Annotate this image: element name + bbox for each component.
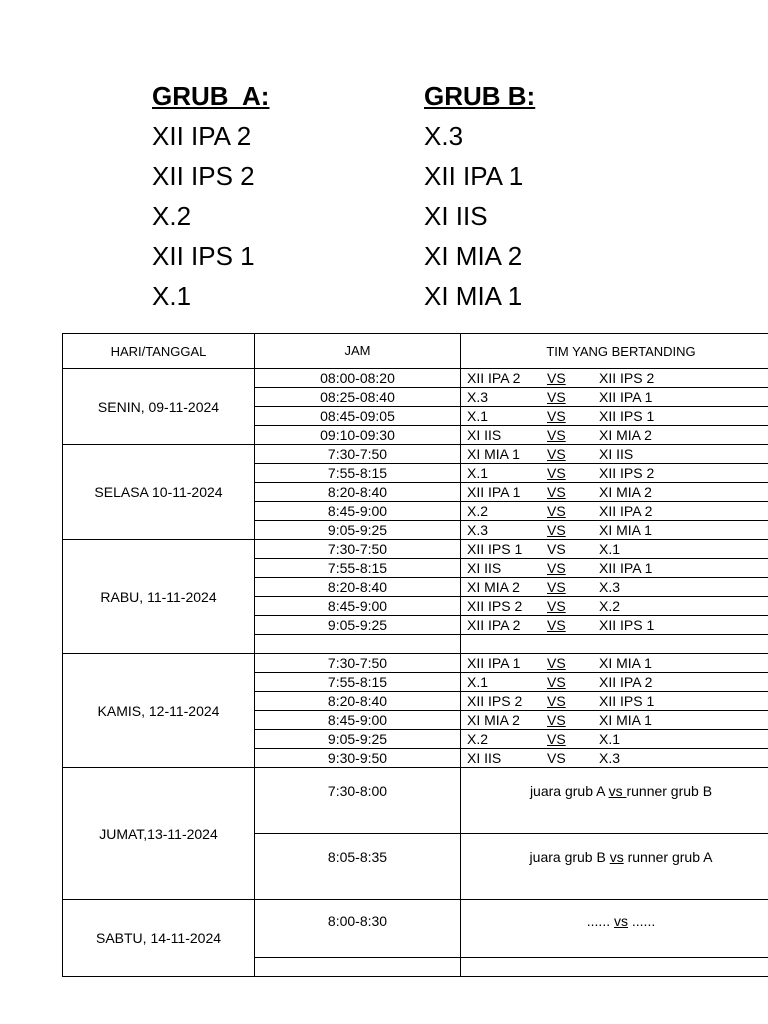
match-time: 7:30-7:50 [255,540,461,559]
vs-label: vs [608,783,627,799]
group-b-team: X.3 [424,121,464,151]
table-header-row [63,334,768,369]
team-home: X.1 [467,674,489,690]
team-away: XII IPS 1 [599,693,655,709]
match-teams [461,711,768,730]
team-home: XII IPA 1 [467,655,521,671]
team-home: XII IPS 1 [467,541,523,557]
match-time: 09:10-09:30 [255,426,461,445]
match-teams [461,834,768,900]
vs-label: VS [547,579,566,595]
match-time: 8:45-9:00 [255,711,461,730]
team-home: XI MIA 2 [467,579,520,595]
team-home: XII IPS 2 [467,693,523,709]
match-teams [461,768,768,834]
match-teams [461,502,768,521]
vs-label: VS [547,731,566,747]
match-time: 7:30-7:50 [255,654,461,673]
team-away: XII IPS 2 [599,370,655,386]
schedule-body [63,369,768,977]
day-label: SENIN, 09-11-2024 [63,369,255,445]
group-a-team: XII IPS 1 [152,241,255,271]
match-time: 9:05-9:25 [255,616,461,635]
vs-label: VS [547,503,566,519]
team-away: XI MIA 2 [599,484,652,500]
day-label: SELASA 10-11-2024 [63,445,255,540]
match-time [255,958,461,977]
group-b-team: XII IPA 1 [424,161,524,191]
vs-label: VS [547,465,566,481]
vs-label: VS [547,655,566,671]
match-time: 08:00-08:20 [255,369,461,388]
table-row [63,654,768,673]
groups-section [152,76,752,316]
match-teams [461,521,768,540]
table-row [63,540,768,559]
match-teams [461,578,768,597]
match-teams [461,692,768,711]
match-time: 08:45-09:05 [255,407,461,426]
match-time: 8:20-8:40 [255,692,461,711]
team-away: ...... [628,913,656,929]
team-away: X.1 [599,541,621,557]
match-teams [461,369,768,388]
match-time: 9:05-9:25 [255,521,461,540]
match-teams [461,673,768,692]
team-home: X.2 [467,731,489,747]
group-b-team: XI IIS [424,201,488,231]
match-teams [461,540,768,559]
day-label: JUMAT,13-11-2024 [63,768,255,900]
vs-label: VS [547,617,566,633]
team-home: XII IPA 2 [467,370,521,386]
match-time: 7:55-8:15 [255,559,461,578]
vs-label: VS [547,484,566,500]
group-a-team: XII IPS 2 [152,161,255,191]
table-row [63,445,768,464]
team-home: XI IIS [467,750,502,766]
day-label: RABU, 11-11-2024 [63,540,255,654]
match-teams [461,749,768,768]
match-teams [461,388,768,407]
vs-label: VS [547,408,566,424]
vs-label: vs [609,849,624,865]
match-teams [461,900,768,958]
team-home: XI MIA 1 [467,446,520,462]
match-time: 08:25-08:40 [255,388,461,407]
table-row [63,768,768,834]
vs-label: VS [547,541,566,557]
team-away: runner grub B [626,783,713,799]
group-a-title: GRUB A: [152,81,270,111]
vs-label: vs [614,913,628,929]
team-away: X.2 [599,598,621,614]
table-row [63,900,768,958]
table-row [63,369,768,388]
team-away: X.1 [599,731,621,747]
team-home: XII IPA 1 [467,484,521,500]
match-teams [461,407,768,426]
vs-label: VS [547,750,566,766]
team-away: X.3 [599,750,621,766]
match-time: 8:05-8:35 [255,834,461,900]
team-home: X.1 [467,465,489,481]
group-a [152,76,412,316]
match-time: 9:05-9:25 [255,730,461,749]
vs-label: VS [547,522,566,538]
match-time: 8:20-8:40 [255,483,461,502]
group-b-team: XI MIA 1 [424,281,523,311]
team-home: XII IPA 2 [467,617,521,633]
match-teams [461,445,768,464]
vs-label: VS [547,560,566,576]
match-teams [461,730,768,749]
header-time: JAM [255,334,461,369]
team-away: XI MIA 2 [599,427,652,443]
group-a-team: XII IPA 2 [152,121,252,151]
vs-label: VS [547,598,566,614]
team-away: XII IPA 2 [599,674,653,690]
day-label: SABTU, 14-11-2024 [63,900,255,977]
match-time: 9:30-9:50 [255,749,461,768]
vs-label: VS [547,674,566,690]
team-home: ...... [586,913,614,929]
header-day: HARI/TANGGAL [63,334,255,369]
team-away: XII IPA 1 [599,389,653,405]
day-label: KAMIS, 12-11-2024 [63,654,255,768]
group-b [424,76,684,316]
match-time: 8:00-8:30 [255,900,461,958]
header-teams: TIM YANG BERTANDING [461,334,768,369]
match-time: 8:45-9:00 [255,502,461,521]
vs-label: VS [547,712,566,728]
match-teams [461,464,768,483]
match-teams [461,483,768,502]
team-away: XI IIS [599,446,634,462]
match-time: 8:45-9:00 [255,597,461,616]
vs-label: VS [547,389,566,405]
match-teams [461,559,768,578]
group-a-team: X.1 [152,281,192,311]
match-time: 8:20-8:40 [255,578,461,597]
team-home: XI IIS [467,427,502,443]
team-away: XII IPS 1 [599,408,655,424]
team-away: XI MIA 1 [599,712,652,728]
match-time: 7:30-8:00 [255,768,461,834]
group-b-team: XI MIA 2 [424,241,523,271]
team-away: XII IPA 2 [599,503,653,519]
team-home: juara grub B [529,849,610,865]
team-home: X.3 [467,522,489,538]
team-home: X.2 [467,503,489,519]
team-away: XII IPS 2 [599,465,655,481]
schedule-table [62,333,768,977]
match-time: 7:55-8:15 [255,673,461,692]
match-teams [461,635,768,654]
match-teams [461,654,768,673]
team-away: XII IPS 1 [599,617,655,633]
group-b-title: GRUB B: [424,81,536,111]
vs-label: VS [547,693,566,709]
team-home: X.1 [467,408,489,424]
match-time: 7:30-7:50 [255,445,461,464]
team-away: XI MIA 1 [599,522,652,538]
vs-label: VS [547,427,566,443]
team-away: XI MIA 1 [599,655,652,671]
team-home: XI IIS [467,560,502,576]
vs-label: VS [547,446,566,462]
team-away: XII IPA 1 [599,560,653,576]
team-home: juara grub A [529,783,609,799]
match-teams [461,597,768,616]
team-away: runner grub A [623,849,713,865]
match-time: 7:55-8:15 [255,464,461,483]
vs-label: VS [547,370,566,386]
match-teams [461,958,768,977]
group-a-team: X.2 [152,201,192,231]
team-away: X.3 [599,579,621,595]
match-teams [461,426,768,445]
match-time [255,635,461,654]
team-home: X.3 [467,389,489,405]
team-home: XI MIA 2 [467,712,520,728]
match-teams [461,616,768,635]
team-home: XII IPS 2 [467,598,523,614]
